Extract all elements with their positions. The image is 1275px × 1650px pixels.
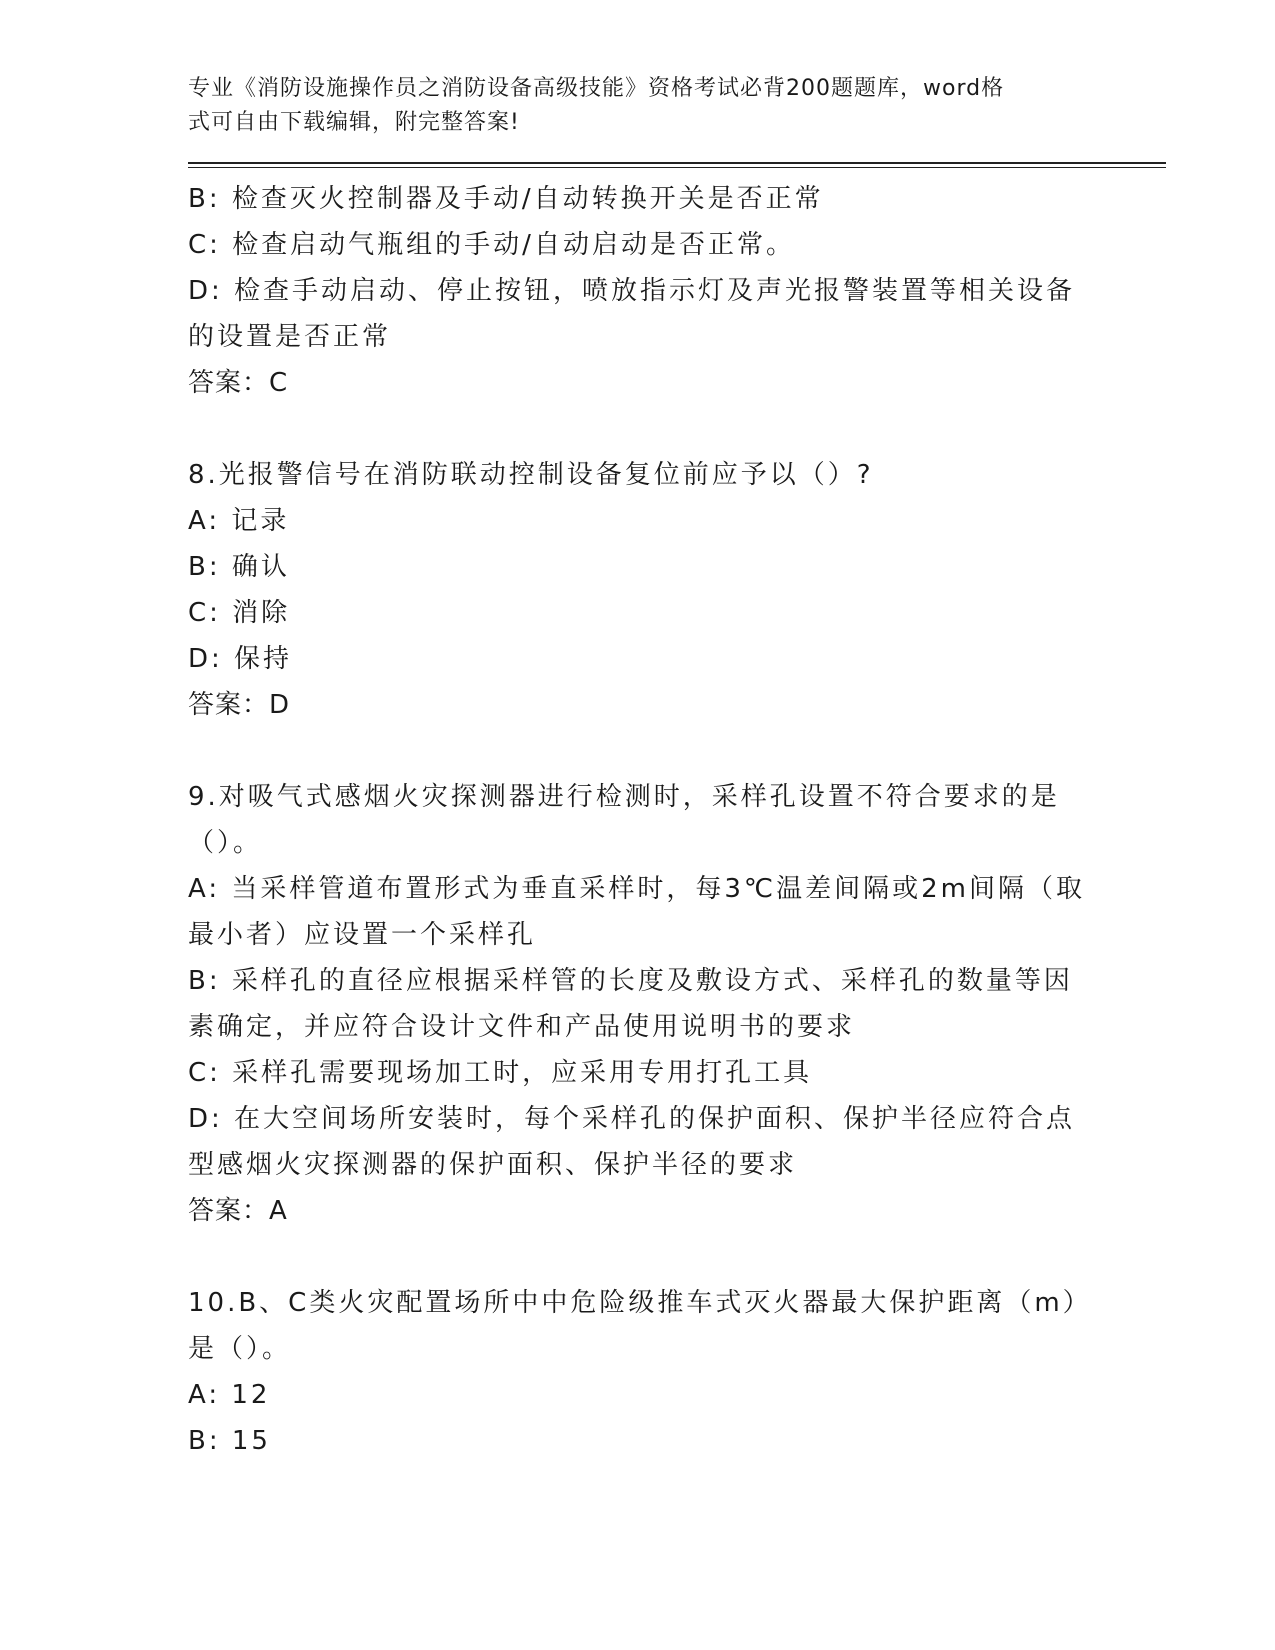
option-line: D: 保持 — [188, 644, 293, 674]
document-header — [188, 72, 1068, 140]
option-line: B: 采样孔的直径应根据采样管的长度及敷设方式、采样孔的数量等因 — [188, 966, 1073, 996]
document-page — [188, 72, 1092, 1464]
question-content — [188, 176, 1092, 1464]
option-line: 的设置是否正常 — [188, 322, 392, 352]
option-line: B: 确认 — [188, 552, 290, 582]
option-line: C: 检查启动气瓶组的手动/自动启动是否正常。 — [188, 230, 795, 260]
header-divider — [188, 162, 1166, 168]
question-line: 8.光报警信号在消防联动控制设备复位前应予以（）? — [188, 460, 874, 490]
option-line: 素确定，并应符合设计文件和产品使用说明书的要求 — [188, 1012, 856, 1042]
answer-line: 答案：D — [188, 690, 291, 720]
question-block — [188, 452, 1088, 728]
option-line: B: 检查灭火控制器及手动/自动转换开关是否正常 — [188, 184, 824, 214]
question-line: 10.B、C类火灾配置场所中中危险级推车式灭火器最大保护距离（m） — [188, 1288, 1092, 1318]
option-line: A: 12 — [188, 1380, 271, 1410]
option-line: C: 消除 — [188, 598, 291, 628]
spacer — [188, 1234, 1088, 1280]
option-line: B: 15 — [188, 1426, 271, 1456]
answer-line: 答案：A — [188, 1196, 288, 1226]
spacer — [188, 728, 1088, 774]
header-line-1: 专业《消防设施操作员之消防设备高级技能》资格考试必背200题题库，word格 — [188, 76, 1005, 101]
question-line: 9.对吸气式感烟火灾探测器进行检测时，采样孔设置不符合要求的是 — [188, 782, 1060, 812]
question-block — [188, 774, 1088, 1234]
option-line: D: 检查手动启动、停止按钮，喷放指示灯及声光报警装置等相关设备 — [188, 276, 1076, 306]
option-line: 最小者）应设置一个采样孔 — [188, 920, 537, 950]
option-line: 型感烟火灾探测器的保护面积、保护半径的要求 — [188, 1150, 798, 1180]
option-line: C: 采样孔需要现场加工时，应采用专用打孔工具 — [188, 1058, 813, 1088]
question-line: （）。 — [188, 828, 263, 858]
option-line: D: 在大空间场所安装时，每个采样孔的保护面积、保护半径应符合点 — [188, 1104, 1076, 1134]
option-line: A: 记录 — [188, 506, 290, 536]
option-line: A: 当采样管道布置形式为垂直采样时，每3℃温差间隔或2m间隔（取 — [188, 874, 1085, 904]
question-block — [188, 176, 1088, 406]
answer-line: 答案：C — [188, 368, 289, 398]
question-block — [188, 1280, 1092, 1464]
question-line: 是（）。 — [188, 1334, 292, 1364]
spacer — [188, 406, 1088, 452]
header-line-2: 式可自由下载编辑，附完整答案! — [188, 110, 520, 135]
